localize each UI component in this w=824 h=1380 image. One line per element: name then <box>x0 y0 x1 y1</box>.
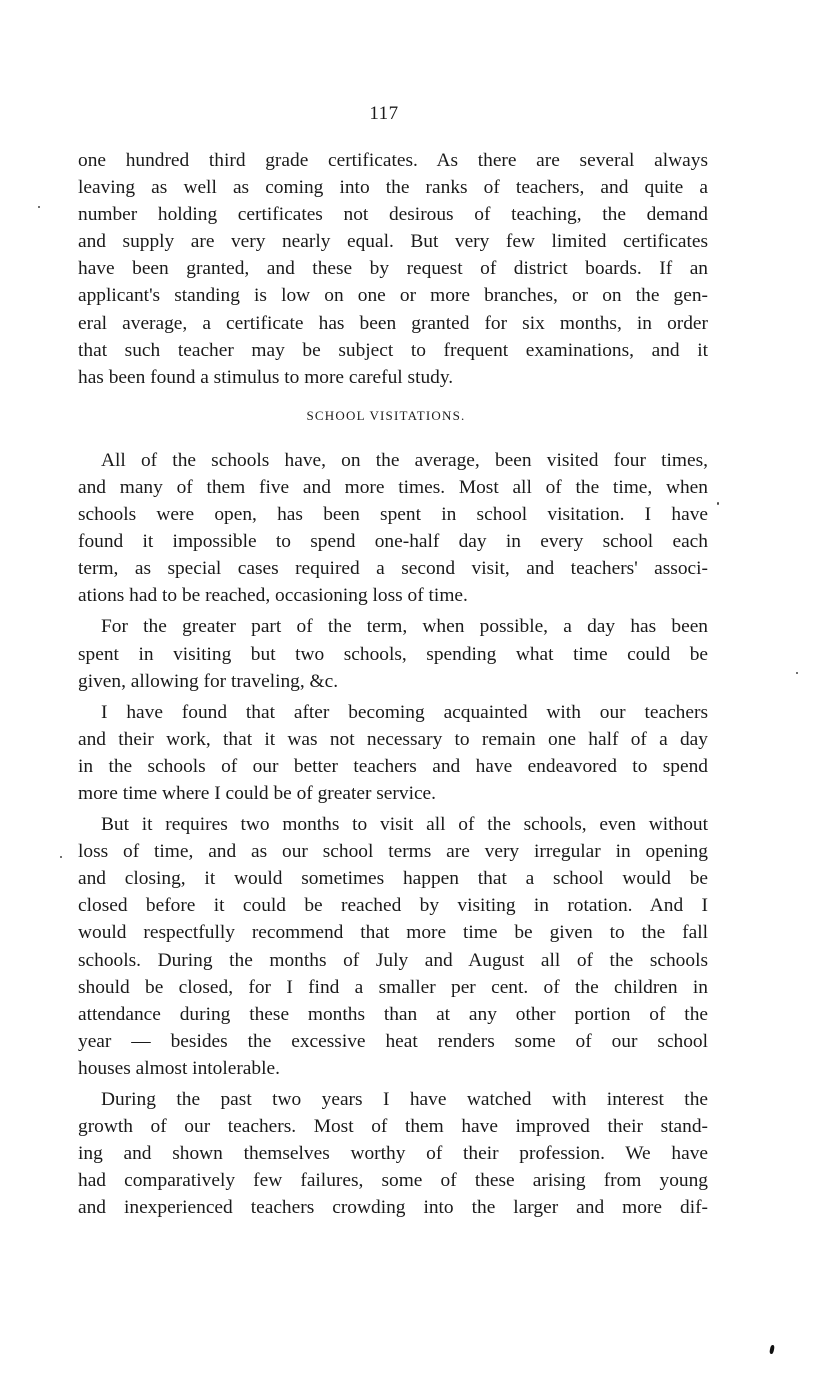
text-line: houses almost intolerable. <box>78 1057 280 1079</box>
text-line: loss of time, and as our school terms are very irregular in opening <box>78 841 708 863</box>
paragraph <box>78 447 708 610</box>
scan-speck <box>769 1345 775 1355</box>
paragraph <box>78 699 708 807</box>
page-number: 117 <box>369 103 399 124</box>
text-line: schools were open, has been spent in school visitation. I have <box>78 504 708 526</box>
section-heading: SCHOOL VISITATIONS. <box>306 407 466 423</box>
text-line: in the schools of our better teachers and have endeavored to spend <box>78 755 708 777</box>
text-line: should be closed, for I find a smaller per cent. of the children in <box>78 976 708 998</box>
text-line: has been found a stimulus to more careful study. <box>78 366 454 388</box>
text-line: had comparatively few failures, some of these arising from young <box>78 1170 708 1192</box>
paragraph <box>78 1086 708 1221</box>
text-line: I have found that after becoming acquainted with our teachers <box>101 701 708 723</box>
text-line: that such teacher may be subject to frequent examinations, and it <box>78 339 708 361</box>
text-line: and many of them five and more times. Most all of the time, when <box>78 476 708 498</box>
paragraph <box>78 613 708 694</box>
text-line: and their work, that it was not necessary to remain one half of a day <box>78 728 708 750</box>
text-line: have been granted, and these by request of district boards. If an <box>78 258 708 280</box>
scan-speck <box>796 672 798 674</box>
text-line: would respectfully recommend that more time be given to the fall <box>78 922 708 944</box>
text-line: and closing, it would sometimes happen that a school would be <box>78 868 708 890</box>
text-line: attendance during these months than at any other portion of the <box>78 1003 708 1025</box>
text-line: ations had to be reached, occasioning loss of time. <box>78 585 468 607</box>
intro-paragraph <box>78 147 708 391</box>
text-line: number holding certificates not desirous of teaching, the demand <box>78 204 708 226</box>
body-text <box>78 147 708 1221</box>
text-line: year — besides the excessive heat renders some of our school <box>78 1030 708 1052</box>
text-line: and supply are very nearly equal. But very few limited certificates <box>78 231 708 253</box>
scan-speck <box>38 206 40 208</box>
text-line: During the past two years I have watched with interest the <box>101 1089 708 1110</box>
text-line: term, as special cases required a second visit, and teachers' associ- <box>78 558 708 580</box>
text-line: eral average, a certificate has been granted for six months, in order <box>78 312 708 334</box>
text-line: growth of our teachers. Most of them have improved their stand- <box>78 1116 708 1138</box>
text-line: But it requires two months to visit all of the schools, even without <box>101 814 708 836</box>
text-line: ing and shown themselves worthy of their profession. We have <box>78 1143 708 1165</box>
text-line: applicant's standing is low on one or more branches, or on the gen- <box>78 285 708 307</box>
scan-speck <box>60 856 62 858</box>
text-line: found it impossible to spend one-half day in every school each <box>78 531 708 553</box>
text-line: closed before it could be reached by visiting in rotation. And I <box>78 895 708 917</box>
text-line: For the greater part of the term, when possible, a day has been <box>101 616 708 638</box>
text-line: more time where I could be of greater service. <box>78 782 437 804</box>
scan-speck <box>717 502 719 505</box>
text-line: and inexperienced teachers crowding into the larger and more dif- <box>78 1197 708 1219</box>
text-line: leaving as well as coming into the ranks of teachers, and quite a <box>78 177 708 199</box>
paragraph <box>78 811 708 1082</box>
text-line: spent in visiting but two schools, spending what time could be <box>78 643 708 665</box>
text-line: schools. During the months of July and August all of the schools <box>78 949 708 971</box>
text-line: All of the schools have, on the average, been visited four times, <box>101 449 708 471</box>
text-line: given, allowing for traveling, &c. <box>78 670 339 692</box>
text-line: one hundred third grade certificates. As there are several always <box>78 150 708 171</box>
